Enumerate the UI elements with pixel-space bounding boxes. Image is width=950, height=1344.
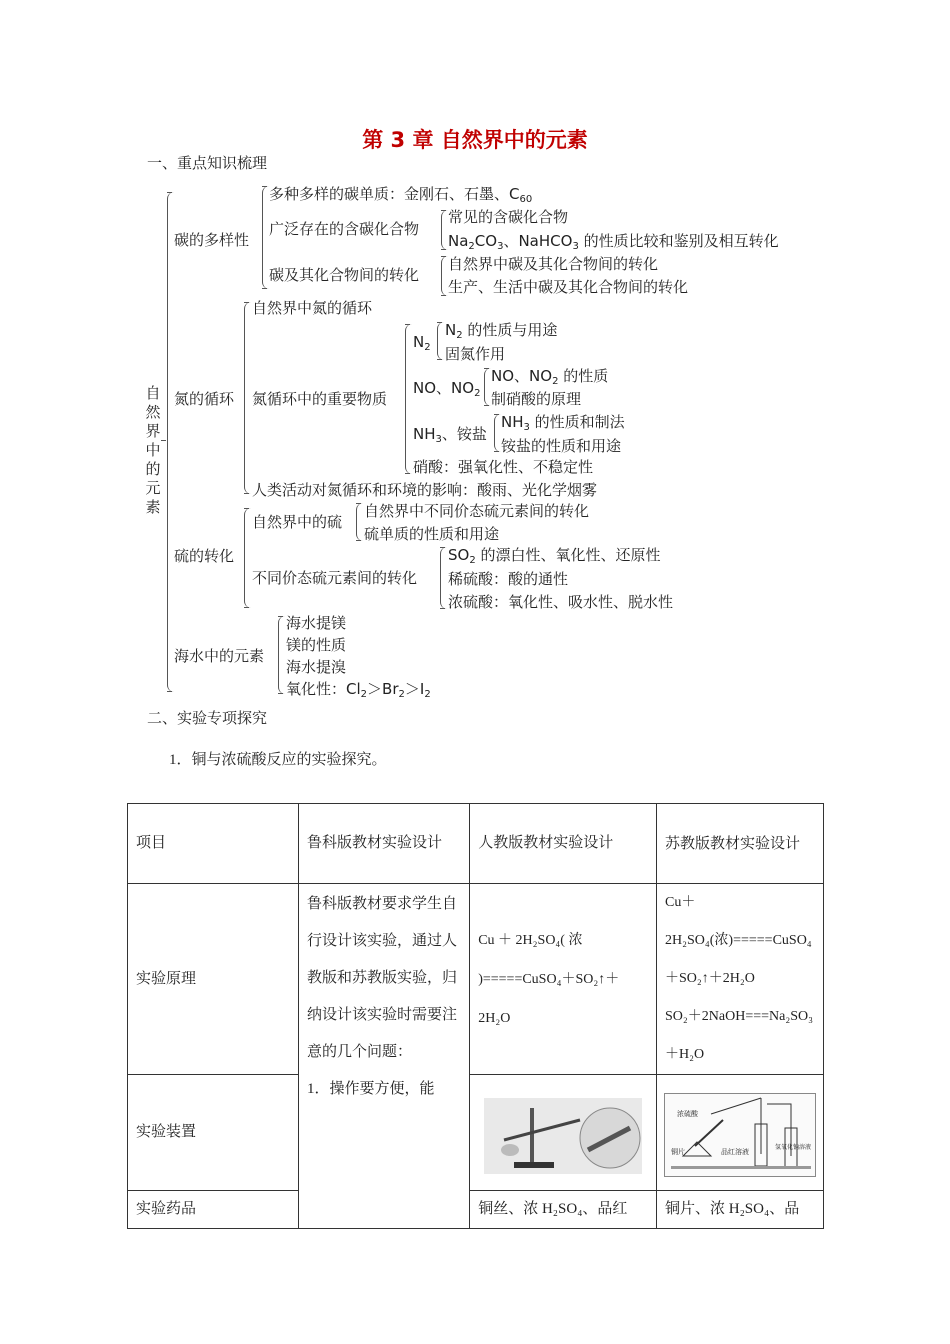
dilute-sulfuric: 稀硫酸：酸的通性 <box>448 570 569 588</box>
sea-item-1: 海水提镁 <box>286 614 347 632</box>
n2-properties: $N_2$ 的性质与用途 <box>445 321 558 341</box>
brace-sea <box>278 616 285 694</box>
carbon-conversion-1: 自然界中碳及其化合物间的转化 <box>448 255 659 273</box>
branch-sea: 海水中的元素 <box>174 647 265 665</box>
nitric-acid-principle: 制硝酸的原理 <box>491 390 582 408</box>
nitrogen-human-impact: 人类活动对氮循环和环境的影响：酸雨、光化学烟雾 <box>252 481 598 499</box>
sj-drugs: 铜片、浓 H₂SO₄、品 <box>657 1191 824 1229</box>
sulfur-nature-2: 硫单质的性质和用途 <box>364 525 500 543</box>
sulfur-nature: 自然界中的硫 <box>252 513 343 531</box>
sulfur-nature-1: 自然界中不同价态硫元素间的转化 <box>364 502 590 520</box>
brace-root <box>167 192 174 692</box>
brace-nitrogen <box>244 302 251 494</box>
n2: $N_2$ <box>413 333 431 353</box>
no-properties: NO、$NO_2$ 的性质 <box>491 367 609 387</box>
rj-apparatus-image <box>470 1075 657 1191</box>
nitrogen-substances: 氮循环中的重要物质 <box>252 390 388 408</box>
sj-apparatus-image <box>657 1075 824 1191</box>
branch-nitrogen: 氮的循环 <box>174 390 235 408</box>
nh3-ammonium: $NH_3$、铵盐 <box>413 425 487 445</box>
apparatus-diagram: 浓硫酸 铜片 品红溶液 氢氧化钠溶液 <box>664 1093 816 1177</box>
header-sj: 苏教版教材实验设计 <box>657 804 824 884</box>
conc-sulfuric: 浓硫酸：氧化性、吸水性、脱水性 <box>448 593 674 611</box>
item-1: 1．铜与浓硫酸反应的实验探究。 <box>169 752 387 768</box>
lk-design: 鲁科版教材要求学生自行设计该实验，通过人教版和苏教版实验，归纳设计该实验时需要注意的几个问题： 1．操作要方便，能 <box>299 884 470 1229</box>
branch-sulfur: 硫的转化 <box>174 547 235 565</box>
ammonium-properties: 铵盐的性质和用途 <box>501 437 622 455</box>
header-lk: 鲁科版教材实验设计 <box>299 804 470 884</box>
section-heading-2: 二、实验专项探究 <box>147 709 268 727</box>
header-rj: 人教版教材实验设计 <box>470 804 657 884</box>
experiment-table <box>127 803 824 1229</box>
nitrogen-cycle: 自然界中氮的循环 <box>252 299 373 317</box>
carbon-allotropes: 多种多样的碳单质：金刚石、石墨、$C_{60}$ <box>269 185 533 205</box>
apparatus-photo <box>484 1098 642 1174</box>
n2-fixation: 固氮作用 <box>445 345 506 363</box>
section-heading-1: 一、重点知识梳理 <box>147 154 268 172</box>
rj-equation: Cu ＋ 2H₂SO₄( 浓 )=====CuSO₄＋SO₂↑＋2H₂O <box>470 884 657 1075</box>
carbon-conversion-2: 生产、生活中碳及其化合物间的转化 <box>448 278 689 296</box>
brace-sulfur <box>244 508 251 608</box>
sea-item-4: 氧化性：$Cl_2>Br_2>I_2$ <box>286 680 431 700</box>
carbon-conversion: 碳及其化合物间的转化 <box>269 266 420 284</box>
no-no2: NO、$NO_2$ <box>413 379 481 399</box>
header-item: 项目 <box>128 804 299 884</box>
nitric-acid: 硝酸：强氧化性、不稳定性 <box>413 458 594 476</box>
brace-carbon <box>262 186 269 289</box>
so2-properties: $SO_2$ 的漂白性、氧化性、还原性 <box>448 546 661 566</box>
mindmap-root: 自然界中的元素 <box>145 384 161 516</box>
page-title: 第 3 章 自然界中的元素 <box>362 128 588 152</box>
sulfur-valence: 不同价态硫元素间的转化 <box>252 569 418 587</box>
row-apparatus: 实验装置 <box>128 1075 299 1191</box>
nh3-properties: $NH_3$ 的性质和制法 <box>501 413 625 433</box>
carbon-compounds: 广泛存在的含碳化合物 <box>269 220 420 238</box>
carbon-compounds-1: 常见的含碳化合物 <box>448 208 569 226</box>
row-principle: 实验原理 <box>128 884 299 1075</box>
branch-carbon: 碳的多样性 <box>174 231 250 249</box>
row-drugs: 实验药品 <box>128 1191 299 1229</box>
sj-equations: Cu＋2H₂SO₄(浓)=====CuSO₄＋SO₂↑＋2H₂O SO₂＋2NaOH===Na₂SO₃＋H₂O <box>657 884 824 1075</box>
carbon-compounds-2: $Na_2CO_3$、NaHCO$_3$ 的性质比较和鉴别及相互转化 <box>448 232 779 252</box>
sea-item-3: 海水提溴 <box>286 658 347 676</box>
sea-item-2: 镁的性质 <box>286 636 347 654</box>
rj-drugs: 铜丝、浓 H₂SO₄、品红 <box>470 1191 657 1229</box>
